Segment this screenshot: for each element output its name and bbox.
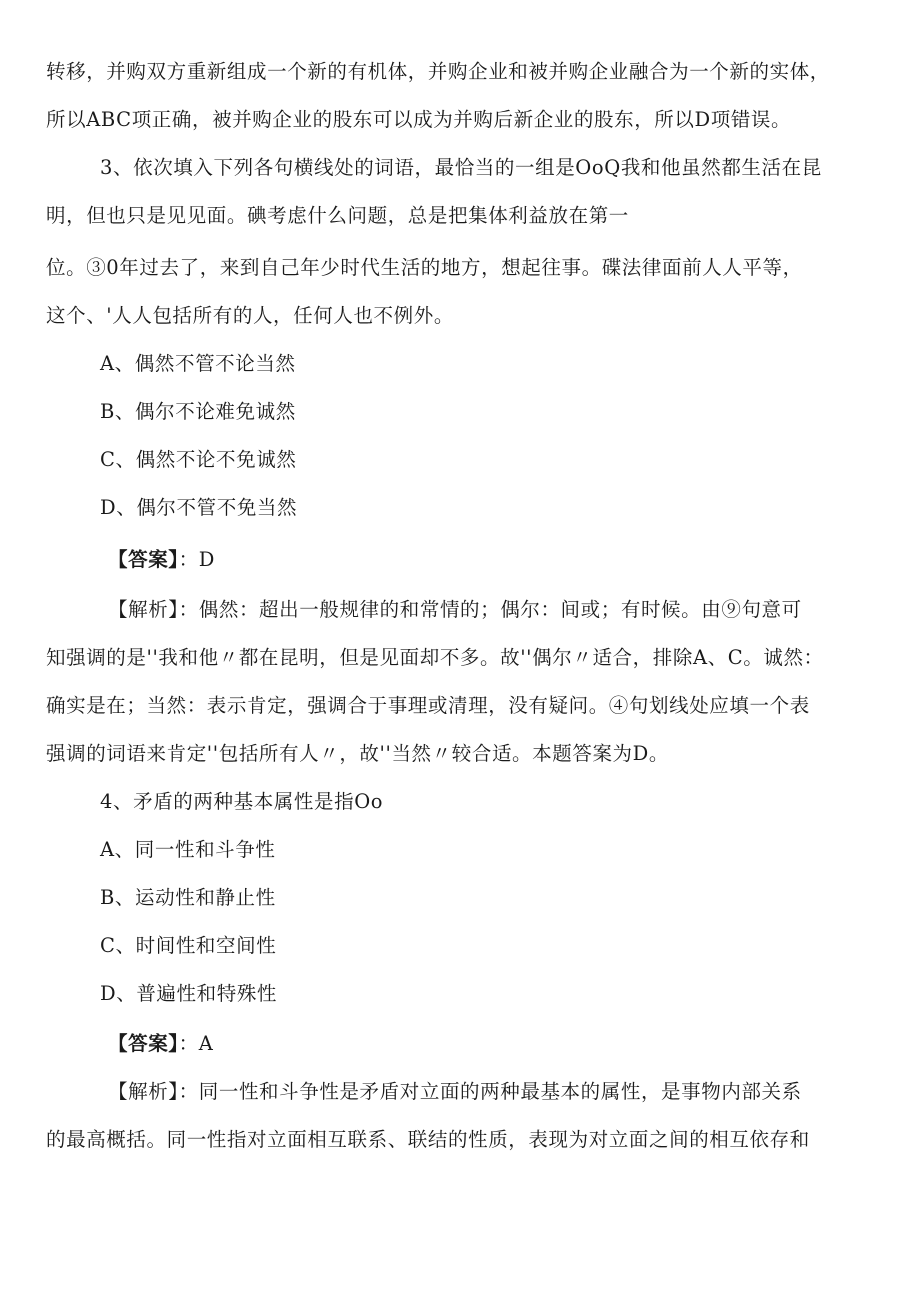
answer-label: 【答案】 bbox=[108, 548, 179, 571]
explanation-line: 所以ABC项正确，被并购企业的股东可以成为并购后新企业的股东，所以D项错误。 bbox=[46, 108, 792, 131]
answer-value: ：A bbox=[178, 1032, 214, 1055]
analysis-text: ：同一性和斗争性是矛盾对立面的两种最基本的属性，是事物内部关系 bbox=[178, 1080, 802, 1103]
explanation-line: 转移，并购双方重新组成一个新的有机体，并购企业和被并购企业融合为一个新的实体， bbox=[46, 60, 830, 83]
question-4-option-a: A、同一性和斗争性 bbox=[100, 838, 276, 861]
question-3-stem: 这个、'人人包括所有的人，任何人也不例外。 bbox=[46, 304, 454, 327]
question-4-option-c: C、时间性和空间性 bbox=[100, 934, 277, 957]
question-3-analysis-line: 强调的词语来肯定''包括所有人〃，故''当然〃较合适。本题答案为D。 bbox=[46, 742, 669, 765]
question-3-stem: 位。③0年过去了，来到自己年少时代生活的地方，想起往事。碟法律面前人人平等， bbox=[46, 256, 803, 279]
question-3-stem: 明，但也只是见见面。碘考虑什么问题，总是把集体利益放在第一 bbox=[46, 204, 629, 227]
question-3-option-c: C、偶然不论不免诚然 bbox=[100, 448, 297, 471]
question-4-analysis bbox=[108, 1080, 802, 1104]
question-3-option-b: B、偶尔不论难免诚然 bbox=[100, 400, 296, 423]
question-4-option-d: D、普遍性和特殊性 bbox=[100, 982, 278, 1005]
question-3-analysis bbox=[108, 598, 802, 622]
question-4-answer bbox=[108, 1032, 213, 1056]
question-3-option-a: A、偶然不管不论当然 bbox=[100, 352, 296, 375]
answer-label: 【答案】 bbox=[108, 1032, 179, 1055]
question-4-analysis-line: 的最高概括。同一性指对立面相互联系、联结的性质，表现为对立面之间的相互依存和 bbox=[46, 1128, 810, 1151]
question-3-stem: 3、依次填入下列各句横线处的词语，最恰当的一组是OoQ我和他虽然都生活在昆 bbox=[100, 156, 822, 179]
question-4-stem: 4、矛盾的两种基本属性是指Oo bbox=[100, 790, 384, 813]
analysis-text: ：偶然：超出一般规律的和常情的；偶尔：间或；有时候。由⑨句意可 bbox=[178, 598, 802, 621]
question-3-option-d: D、偶尔不管不免当然 bbox=[100, 496, 298, 519]
analysis-label: 【解析】 bbox=[108, 1080, 179, 1103]
answer-value: ：D bbox=[178, 548, 215, 571]
question-3-answer bbox=[108, 548, 215, 572]
question-4-option-b: B、运动性和静止性 bbox=[100, 886, 276, 909]
question-3-analysis-line: 确实是在；当然：表示肯定，强调合于事理或清理，没有疑问。④句划线处应填一个表 bbox=[46, 694, 810, 717]
question-3-analysis-line: 知强调的是''我和他〃都在昆明，但是见面却不多。故''偶尔〃适合，排除A、C。诚然： bbox=[46, 646, 824, 669]
analysis-label: 【解析】 bbox=[108, 598, 179, 621]
